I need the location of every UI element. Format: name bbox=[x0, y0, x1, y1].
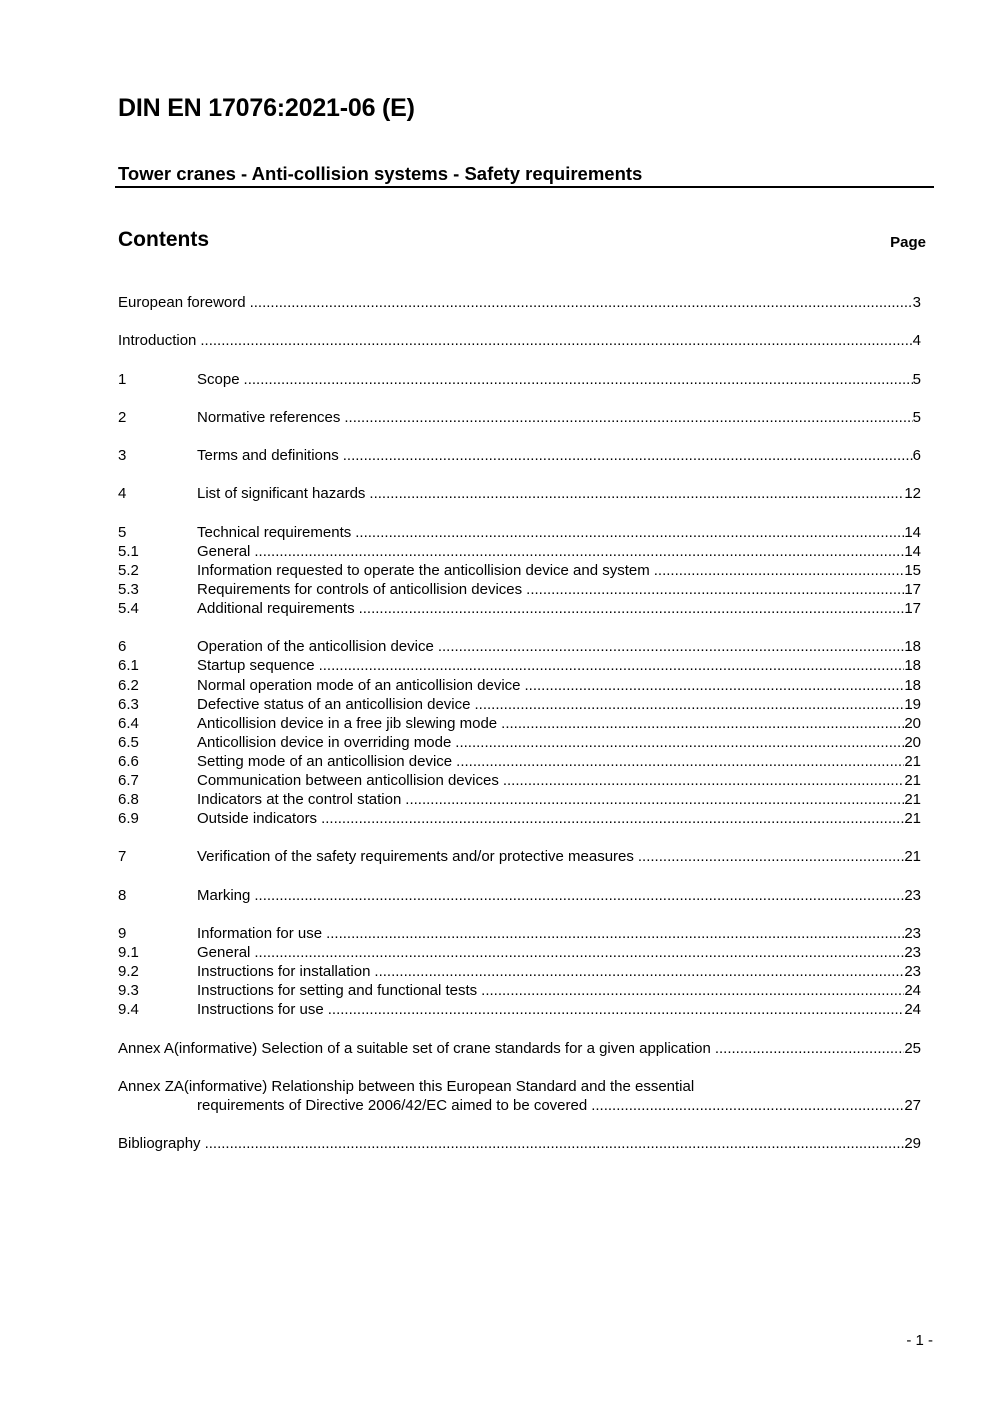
toc-entry-4[interactable] bbox=[118, 484, 921, 503]
toc-entry-number: 9.3 bbox=[118, 982, 139, 1000]
toc-entry-9[interactable] bbox=[118, 924, 921, 943]
toc-entry-number: 9.1 bbox=[118, 944, 139, 962]
toc-entry-title: Additional requirements bbox=[197, 600, 355, 618]
toc-entry-title: Startup sequence bbox=[197, 657, 315, 675]
dot-leader bbox=[501, 714, 904, 733]
toc-entry-6-8[interactable] bbox=[118, 790, 921, 809]
toc-entry-9-4[interactable] bbox=[118, 1000, 921, 1019]
toc-entry-page: 21 bbox=[904, 810, 921, 828]
toc-entry-7[interactable] bbox=[118, 847, 921, 866]
dot-leader bbox=[343, 446, 913, 465]
toc-entry-6[interactable] bbox=[118, 637, 921, 656]
toc-entry-page: 25 bbox=[904, 1039, 921, 1057]
toc-entry-page: 29 bbox=[904, 1135, 921, 1153]
toc-entry-page: 23 bbox=[904, 963, 921, 981]
dot-leader bbox=[715, 1039, 904, 1058]
toc-entry-title: Outside indicators bbox=[197, 810, 318, 828]
title-underline-divider bbox=[115, 186, 934, 188]
dot-leader bbox=[481, 981, 904, 1000]
toc-entry-number: 9.2 bbox=[118, 963, 139, 981]
dot-leader bbox=[205, 1134, 905, 1153]
toc-entry-number: 6 bbox=[118, 638, 127, 656]
toc-entry-6-2[interactable] bbox=[118, 676, 921, 695]
toc-entry-number: 5.4 bbox=[118, 600, 139, 618]
toc-entry-page: 17 bbox=[904, 580, 921, 598]
toc-entry-title: Communication between anticollision devices bbox=[197, 772, 499, 789]
toc-entry-page: 24 bbox=[904, 982, 921, 1000]
toc-entry-annex-a[interactable] bbox=[118, 1039, 921, 1058]
toc-entry-6-4[interactable] bbox=[118, 714, 921, 733]
dot-leader bbox=[200, 331, 912, 350]
dot-leader bbox=[250, 293, 913, 312]
toc-entry-title: Instructions for setting and functional tests bbox=[197, 982, 478, 1000]
toc-entry-title: Introduction bbox=[118, 332, 197, 350]
toc-entry-title: General bbox=[197, 944, 251, 962]
dot-leader bbox=[326, 924, 904, 943]
toc-entry-number: 6.2 bbox=[118, 676, 139, 694]
toc-entry-5-3[interactable] bbox=[118, 580, 921, 599]
toc-entry-number: 5 bbox=[118, 523, 127, 541]
toc-entry-page: 18 bbox=[904, 657, 921, 675]
toc-entry-5-2[interactable] bbox=[118, 561, 921, 580]
toc-entry-european-foreword[interactable] bbox=[118, 293, 921, 312]
toc-entry-page: 20 bbox=[904, 733, 921, 751]
dot-leader bbox=[254, 542, 904, 561]
toc-entry-number: 4 bbox=[118, 485, 127, 503]
toc-entry-title: Operation of the anticollision device bbox=[197, 638, 434, 656]
toc-entry-title: Instructions for use bbox=[197, 1001, 324, 1019]
toc-entry-number: 6.8 bbox=[118, 791, 139, 809]
dot-leader bbox=[525, 676, 905, 695]
toc-entry-title: Normal operation mode of an anticollision device bbox=[197, 676, 521, 694]
toc-entry-title: European foreword bbox=[118, 294, 246, 311]
dot-leader bbox=[374, 962, 904, 981]
toc-entry-page: 6 bbox=[912, 447, 921, 465]
toc-entry-page: 18 bbox=[904, 638, 921, 656]
dot-leader bbox=[319, 656, 905, 675]
toc-entry-title: Verification of the safety requirements and/or protective measures bbox=[197, 848, 634, 866]
toc-entry-9-1[interactable] bbox=[118, 943, 921, 962]
toc-entry-page: 19 bbox=[904, 695, 921, 713]
dot-leader bbox=[526, 580, 904, 599]
toc-entry-number: 6.4 bbox=[118, 714, 139, 732]
toc-entry-8[interactable] bbox=[118, 886, 921, 905]
dot-leader bbox=[591, 1096, 904, 1115]
toc-entry-title: General bbox=[197, 542, 251, 560]
toc-entry-title: Indicators at the control station bbox=[197, 791, 402, 809]
document-id: DIN EN 17076:2021-06 (E) bbox=[118, 94, 415, 122]
dot-leader bbox=[369, 484, 904, 503]
toc-entry-number: 1 bbox=[118, 370, 127, 388]
toc-entry-title: Scope bbox=[197, 370, 240, 388]
toc-entry-page: 14 bbox=[904, 523, 921, 541]
toc-entry-title: Information for use bbox=[197, 925, 323, 943]
toc-entry-number: 5.2 bbox=[118, 561, 139, 579]
toc-entry-annex-za[interactable] bbox=[118, 1077, 921, 1115]
toc-entry-title: List of significant hazards bbox=[197, 485, 366, 503]
toc-entry-title: requirements of Directive 2006/42/EC aimed to be covered bbox=[197, 1097, 588, 1115]
toc-entry-page: 17 bbox=[904, 600, 921, 618]
toc-entry-number: 6.1 bbox=[118, 657, 139, 675]
dot-leader bbox=[503, 771, 904, 790]
toc-entry-page: 5 bbox=[912, 408, 921, 426]
toc-entry-title: Anticollision device in overriding mode bbox=[197, 733, 452, 751]
toc-entry-page: 27 bbox=[904, 1097, 921, 1115]
toc-entry-number: 6.6 bbox=[118, 752, 139, 770]
toc-entry-title: Bibliography bbox=[118, 1135, 201, 1153]
toc-entry-title: Marking bbox=[197, 886, 251, 904]
toc-entry-number: 9.4 bbox=[118, 1001, 139, 1019]
toc-entry-6-9[interactable] bbox=[118, 809, 921, 828]
toc-entry-5-4[interactable] bbox=[118, 599, 921, 618]
dot-leader bbox=[438, 637, 905, 656]
toc-entry-title: Requirements for controls of anticollision devices bbox=[197, 580, 523, 598]
toc-entry-page: 18 bbox=[904, 676, 921, 694]
toc-entry-number: 5.1 bbox=[118, 542, 139, 560]
dot-leader bbox=[638, 847, 904, 866]
toc-entry-title: Defective status of an anticollision device bbox=[197, 695, 471, 713]
toc-entry-number: 6.9 bbox=[118, 810, 139, 828]
toc-entry-page: 4 bbox=[912, 332, 921, 350]
dot-leader bbox=[244, 370, 913, 389]
toc-entry-page: 24 bbox=[904, 1001, 921, 1019]
toc-entry-title: Information requested to operate the anticollision device and system bbox=[197, 561, 650, 579]
dot-leader bbox=[321, 809, 904, 828]
toc-entry-number: 9 bbox=[118, 925, 127, 943]
toc-entry-number: 6.5 bbox=[118, 733, 139, 751]
toc-entry-page: 23 bbox=[904, 886, 921, 904]
toc-entry-number: 5.3 bbox=[118, 580, 139, 598]
dot-leader bbox=[254, 886, 904, 905]
dot-leader bbox=[355, 523, 904, 542]
toc-entry-3[interactable] bbox=[118, 446, 921, 465]
toc-entry-9-3[interactable] bbox=[118, 981, 921, 1000]
toc-entry-number: 3 bbox=[118, 447, 127, 465]
toc-entry-6-1[interactable] bbox=[118, 656, 921, 675]
page-number: - 1 - bbox=[906, 1332, 933, 1349]
page-column-heading: Page bbox=[890, 234, 926, 251]
toc-entry-page: 12 bbox=[904, 485, 921, 503]
dot-leader bbox=[344, 408, 912, 427]
dot-leader bbox=[328, 1000, 905, 1019]
toc-entry-page: 21 bbox=[904, 848, 921, 866]
toc-entry-page: 15 bbox=[904, 561, 921, 579]
toc-entry-6-7[interactable] bbox=[118, 771, 921, 790]
toc-entry-5-1[interactable] bbox=[118, 542, 921, 561]
dot-leader bbox=[405, 790, 904, 809]
toc-entry-page: 3 bbox=[912, 294, 921, 311]
toc-entry-number: 8 bbox=[118, 886, 127, 904]
toc-entry-title: Instructions for installation bbox=[197, 963, 371, 981]
toc-entry-number: 6.3 bbox=[118, 695, 139, 713]
toc-entry-page: 5 bbox=[912, 370, 921, 388]
toc-entry-page: 21 bbox=[904, 772, 921, 789]
toc-entry-6-6[interactable] bbox=[118, 752, 921, 771]
toc-entry-page: 23 bbox=[904, 925, 921, 943]
toc-entry-6-3[interactable] bbox=[118, 695, 921, 714]
toc-entry-page: 21 bbox=[904, 791, 921, 809]
toc-entry-page: 20 bbox=[904, 714, 921, 732]
toc-entry-title: Annex A(informative) Selection of a suitable set of crane standards for a given application bbox=[118, 1039, 711, 1057]
toc-entry-1[interactable] bbox=[118, 370, 921, 389]
toc-entry-title: Setting mode of an anticollision device bbox=[197, 752, 453, 770]
toc-entry-introduction[interactable] bbox=[118, 331, 921, 350]
toc-entry-number: 6.7 bbox=[118, 772, 139, 789]
document-title: Tower cranes - Anti-collision systems - Safety requirements bbox=[118, 163, 643, 184]
dot-leader bbox=[654, 561, 905, 580]
toc-entry-title: Technical requirements bbox=[197, 523, 352, 541]
dot-leader bbox=[474, 695, 904, 714]
toc-entry-5[interactable] bbox=[118, 523, 921, 542]
toc-entry-page: 14 bbox=[904, 542, 921, 560]
toc-entry-title: Anticollision device in a free jib slewing mode bbox=[197, 714, 498, 732]
contents-heading: Contents bbox=[118, 228, 209, 251]
toc-entry-title: Normative references bbox=[197, 408, 341, 426]
toc-entry-6-5[interactable] bbox=[118, 733, 921, 752]
toc-entry-page: 21 bbox=[904, 752, 921, 770]
dot-leader bbox=[359, 599, 905, 618]
toc-entry-bibliography[interactable] bbox=[118, 1134, 921, 1153]
dot-leader bbox=[456, 752, 904, 771]
toc-entry-title-line1: Annex ZA(informative) Relationship between this European Standard and the essential bbox=[118, 1077, 695, 1095]
dot-leader bbox=[455, 733, 904, 752]
toc-entry-number: 7 bbox=[118, 848, 127, 866]
table-of-contents bbox=[118, 293, 921, 1153]
toc-entry-page: 23 bbox=[904, 944, 921, 962]
toc-entry-number: 2 bbox=[118, 408, 127, 426]
toc-entry-title: Terms and definitions bbox=[197, 447, 339, 465]
dot-leader bbox=[254, 943, 904, 962]
toc-entry-2[interactable] bbox=[118, 408, 921, 427]
toc-entry-9-2[interactable] bbox=[118, 962, 921, 981]
